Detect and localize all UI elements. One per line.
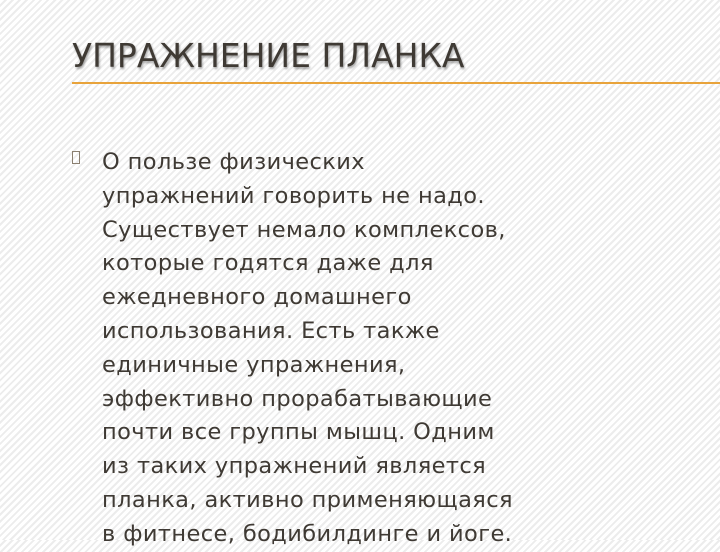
title-underline — [72, 82, 720, 84]
bullet-text: О пользе физических упражнений говорить не надо. Существует немало комплексов, которые годятся даже для ежедневного домашнего использования. Есть также единичные упражнения, эффективно прорабатывающие почти все группы мышц. Одним из таких упражнений является планка, активно применяющаяся в фитнесе, бодибилдинге и йоге. — [102, 149, 513, 547]
bullet-icon — [72, 151, 80, 164]
bullet-item — [72, 146, 632, 552]
slide-title: УПРАЖНЕНИЕ ПЛАНКА — [72, 36, 465, 75]
